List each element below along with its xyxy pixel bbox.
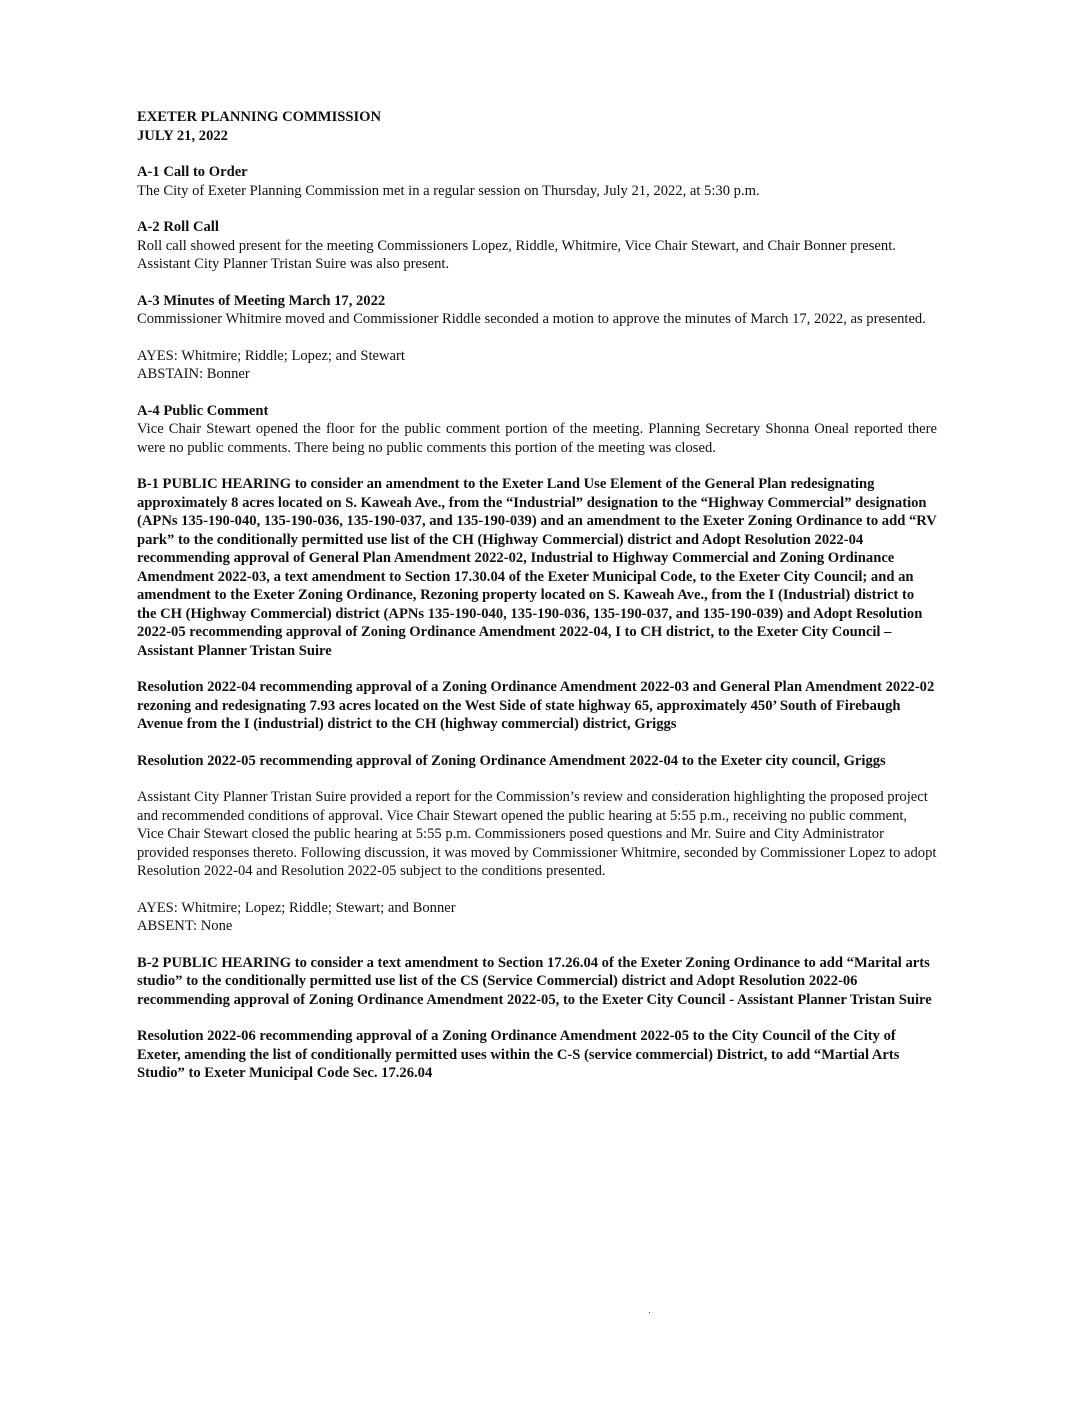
document-header: [137, 108, 937, 145]
b2-heading-lead: B-2 PUBLIC HEARING: [137, 954, 292, 971]
b2-heading-text: to consider a text amendment to Section 17.26.04 of the Exeter Zoning Ordinance to add “Marital arts studio” to the conditionally permitted use list of the CS (Service Commercial) district and Adopt Resolution 2022-06 recommending approval of Zoning Ordinance Amendment 2022-05, to the Exeter City Council - Assistant Planner Tristan Suire: [137, 954, 932, 1008]
section-body: Roll call showed present for the meeting Commissioners Lopez, Riddle, Whitmire, Vice Chair Stewart, and Chair Bonner present. Assistant City Planner Tristan Suire was also present.: [137, 237, 896, 272]
scan-artifact: [649, 1312, 650, 1313]
document-title: EXETER PLANNING COMMISSION: [137, 109, 382, 125]
section-a1-call-to-order: [137, 163, 937, 200]
section-b2-public-hearing: [137, 954, 937, 1010]
abstain-line: ABSTAIN: Bonner: [137, 366, 250, 382]
a3-vote-record: [137, 347, 937, 384]
resolution-2022-06: Resolution 2022-06 recommending approval of a Zoning Ordinance Amendment 2022-05 to the City Council of the City of Exeter, amending the list of conditionally permitted uses within the C-S (service commercial) District, to add “Martial Arts Studio” to Exeter Municipal Code Sec. 17.26.04: [137, 1028, 900, 1081]
ayes-line: AYES: Whitmire; Riddle; Lopez; and Stewart: [137, 347, 405, 364]
resolution-2022-05: Resolution 2022-05 recommending approval of Zoning Ordinance Amendment 2022-04 to the Exeter city council, Griggs: [137, 752, 886, 769]
meeting-date: JULY 21, 2022: [137, 127, 228, 144]
b1-heading-text: to consider an amendment to the Exeter Land Use Element of the General Plan redesignating approximately 8 acres located on S. Kaweah Ave., from the “Industrial” designation to the “Highway Commercial” designation (APNs 135-190-040, 135-190-036, 135-190-037, and 135-190-039) and an amendment to the Exeter Zoning Ordinance to add “RV park” to the conditionally permitted use list of the CH (Highway Commercial) district and Adopt Resolution 2022-04 recommending approval of General Plan Amendment 2022-02, Industrial to Highway Commercial and Zoning Ordinance Amendment 2022-03, a text amendment to Section 17.30.04 of the Exeter Municipal Code, to the Exeter City Council; and an amendment to the Exeter Zoning Ordinance, Rezoning property located on S. Kaweah Ave., from the I (Industrial) district to the CH (Highway Commercial) district (APNs 135-190-040, 135-190-036, 135-190-037, and 135-190-039) and Adopt Resolution 2022-05 recommending approval of Zoning Ordinance Amendment 2022-04, I to CH district, to the Exeter City Council – Assistant Planner Tristan Suire: [137, 476, 937, 659]
section-heading: A-2 Roll Call: [137, 219, 219, 235]
section-a3-minutes: [137, 292, 937, 329]
b1-discussion: [137, 788, 937, 881]
section-a2-roll-call: [137, 218, 937, 274]
b1-heading-lead: B-1 PUBLIC HEARING: [137, 476, 292, 492]
section-body: Commissioner Whitmire moved and Commissioner Riddle seconded a motion to approve the minutes of March 17, 2022, as presented.: [137, 311, 926, 327]
section-heading: A-4 Public Comment: [137, 402, 269, 419]
section-a4-public-comment: [137, 402, 937, 458]
section-b1-public-hearing: [137, 475, 937, 660]
section-body: The City of Exeter Planning Commission met in a regular session on Thursday, July 21, 2022, at 5:30 p.m.: [137, 182, 760, 199]
resolution-2022-04: Resolution 2022-04 recommending approval of a Zoning Ordinance Amendment 2022-03 and General Plan Amendment 2022-02 rezoning and redesignating 7.93 acres located on the West Side of state highway 65, approximately 450’ South of Firebaugh Avenue from the I (industrial) district to the CH (highway commercial) district, Griggs: [137, 679, 935, 732]
section-heading: A-1 Call to Order: [137, 164, 248, 180]
b1-vote-record: [137, 899, 937, 936]
section-body: Vice Chair Stewart opened the floor for the public comment portion of the meeting. Planning Secretary Shonna Oneal reported there were no public comments. There being no public comments this portion of the meeting was closed.: [137, 421, 937, 456]
minutes-page: [137, 108, 937, 1101]
ayes-line: AYES: Whitmire; Lopez; Riddle; Stewart; and Bonner: [137, 899, 456, 916]
section-body: Assistant City Planner Tristan Suire provided a report for the Commission’s review and consideration highlighting the proposed project and recommended conditions of approval. Vice Chair Stewart opened the public hearing at 5:55 p.m., receiving no public comment, Vice Chair Stewart closed the public hearing at 5:55 p.m. Commissioners posed questions and Mr. Suire and City Administrator provided responses thereto. Following discussion, it was moved by Commissioner Whitmire, seconded by Commissioner Lopez to adopt Resolution 2022-04 and Resolution 2022-05 subject to the conditions presented.: [137, 789, 937, 879]
absent-line: ABSENT: None: [137, 918, 233, 934]
section-heading: A-3 Minutes of Meeting March 17, 2022: [137, 292, 386, 309]
